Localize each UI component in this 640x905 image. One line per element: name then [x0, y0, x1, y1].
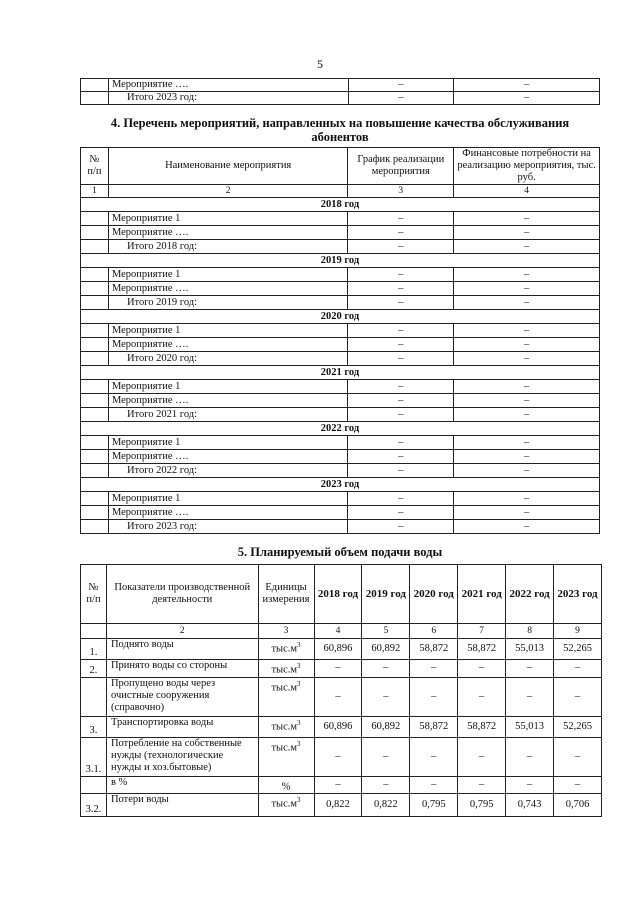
value-cell: 0,743 [506, 794, 554, 817]
indicator-name: Принято воды со стороны [106, 660, 258, 678]
no-cell [81, 226, 109, 240]
table-row [81, 492, 600, 506]
col-number: 4 [454, 185, 600, 198]
table-row [81, 737, 602, 776]
value-cell: – [458, 660, 506, 678]
value-cell: – [362, 677, 410, 716]
event-label: Мероприятие 1 [108, 380, 347, 394]
unit-cell [258, 794, 314, 817]
finance-cell: – [454, 226, 600, 240]
finance-cell: – [454, 79, 600, 92]
col-number: 2 [108, 185, 347, 198]
schedule-cell: – [348, 520, 454, 534]
finance-cell: – [454, 212, 600, 226]
table-row [81, 240, 600, 254]
table-row [81, 282, 600, 296]
header-year: 2019 год [362, 565, 410, 624]
value-cell: 0,706 [554, 794, 602, 817]
schedule-cell: – [348, 79, 454, 92]
unit-superscript: 3 [297, 796, 301, 804]
table-row [81, 212, 600, 226]
row-number: 3.2. [81, 794, 107, 817]
table-row [81, 639, 602, 660]
value-cell: – [554, 776, 602, 794]
no-cell [81, 520, 109, 534]
section4-title: 4. Перечень мероприятий, направленных на повышение качества обслуживания абонентов [110, 116, 570, 144]
table-row [81, 660, 602, 678]
event-label: Мероприятие 1 [108, 436, 347, 450]
total-label: Итого 2019 год: [108, 296, 347, 310]
table-row [81, 338, 600, 352]
continuation-table [80, 78, 600, 105]
schedule-cell: – [348, 450, 454, 464]
section5-title: 5. Планируемый объем подачи воды [237, 545, 443, 559]
section5-table [80, 564, 602, 817]
col-number: 3 [258, 624, 314, 639]
table-row [81, 394, 600, 408]
finance-cell: – [454, 268, 600, 282]
finance-cell: – [454, 408, 600, 422]
value-cell: – [554, 677, 602, 716]
col-number: 2 [106, 624, 258, 639]
total-label: Итого 2022 год: [108, 464, 347, 478]
value-cell: – [410, 776, 458, 794]
indicator-name: в % [106, 776, 258, 794]
no-cell [81, 408, 109, 422]
finance-cell: – [454, 380, 600, 394]
header-year: 2023 год [554, 565, 602, 624]
row-number [81, 776, 107, 794]
no-cell [81, 506, 109, 520]
finance-cell: – [454, 92, 600, 105]
value-cell: – [458, 737, 506, 776]
col-number: 8 [506, 624, 554, 639]
table-row [81, 296, 600, 310]
finance-cell: – [454, 296, 600, 310]
value-cell: 60,896 [314, 639, 362, 660]
col-number: 3 [348, 185, 454, 198]
no-cell [81, 296, 109, 310]
value-cell: – [554, 660, 602, 678]
unit-text: тыс.м [271, 682, 298, 693]
unit-superscript: 3 [297, 641, 301, 649]
schedule-cell: – [348, 226, 454, 240]
value-cell: 0,822 [314, 794, 362, 817]
finance-cell: – [454, 338, 600, 352]
finance-cell: – [454, 506, 600, 520]
event-label: Мероприятие …. [108, 226, 347, 240]
no-cell [81, 268, 109, 282]
unit-cell [258, 677, 314, 716]
event-label: Мероприятие …. [108, 338, 347, 352]
total-label: Итого 2023 год: [108, 520, 347, 534]
year-label: 2020 год [81, 310, 600, 324]
indicator-name: Потребление на собственные нужды (технологические нужды и хоз.бытовые) [106, 737, 258, 776]
value-cell: 60,896 [314, 716, 362, 737]
value-cell: – [458, 776, 506, 794]
unit-superscript: 3 [297, 679, 301, 688]
row-number: 1. [81, 639, 107, 660]
table-row [81, 436, 600, 450]
event-label: Мероприятие …. [108, 79, 348, 92]
schedule-cell: – [348, 408, 454, 422]
table-row [81, 716, 602, 737]
value-cell: 60,892 [362, 716, 410, 737]
col-number: 4 [314, 624, 362, 639]
table-row [81, 520, 600, 534]
row-number: 3.1. [81, 737, 107, 776]
event-label: Мероприятие …. [108, 282, 347, 296]
year-row [81, 310, 600, 324]
table-row [81, 268, 600, 282]
table-row [81, 324, 600, 338]
schedule-cell: – [348, 268, 454, 282]
value-cell: – [506, 737, 554, 776]
unit-text: тыс.м [271, 742, 298, 753]
unit-superscript: 3 [297, 718, 301, 727]
table-row [81, 506, 600, 520]
schedule-cell: – [348, 492, 454, 506]
no-cell [81, 450, 109, 464]
value-cell: – [506, 776, 554, 794]
unit-text: % [281, 781, 291, 792]
event-label: Мероприятие …. [108, 394, 347, 408]
value-cell: – [506, 660, 554, 678]
table-row [81, 408, 600, 422]
event-label: Мероприятие 1 [108, 324, 347, 338]
col-number: 1 [81, 185, 109, 198]
finance-cell: – [454, 436, 600, 450]
year-label: 2021 год [81, 366, 600, 380]
year-label: 2018 год [81, 198, 600, 212]
table-row [81, 677, 602, 716]
col-number: 9 [554, 624, 602, 639]
schedule-cell: – [348, 240, 454, 254]
table-row [81, 226, 600, 240]
row-number [81, 677, 107, 716]
indicator-name: Потери воды [106, 794, 258, 817]
value-cell: 55,013 [506, 716, 554, 737]
table-row [81, 92, 600, 105]
total-label: Итого 2020 год: [108, 352, 347, 366]
value-cell: 58,872 [410, 639, 458, 660]
header-year: 2020 год [410, 565, 458, 624]
event-label: Мероприятие 1 [108, 212, 347, 226]
unit-text: тыс.м [271, 664, 298, 676]
section4-table [80, 147, 600, 534]
value-cell: 58,872 [458, 639, 506, 660]
no-cell [81, 492, 109, 506]
table-row [81, 79, 600, 92]
finance-cell: – [454, 520, 600, 534]
no-cell [81, 352, 109, 366]
header-name: Наименование мероприятия [108, 148, 347, 185]
year-row [81, 254, 600, 268]
unit-text: тыс.м [271, 643, 298, 655]
table-header-row [81, 565, 602, 624]
table-row [81, 776, 602, 794]
header-unit: Единицы измерения [258, 565, 314, 624]
schedule-cell: – [348, 92, 454, 105]
header-year: 2021 год [458, 565, 506, 624]
event-label: Мероприятие 1 [108, 268, 347, 282]
schedule-cell: – [348, 212, 454, 226]
value-cell: – [554, 737, 602, 776]
year-label: 2023 год [81, 478, 600, 492]
finance-cell: – [454, 282, 600, 296]
event-label: Мероприятие …. [108, 506, 347, 520]
schedule-cell: – [348, 338, 454, 352]
unit-cell [258, 639, 314, 660]
finance-cell: – [454, 324, 600, 338]
schedule-cell: – [348, 506, 454, 520]
schedule-cell: – [348, 464, 454, 478]
page-number: 5 [317, 57, 323, 71]
column-number-row [81, 185, 600, 198]
year-row [81, 366, 600, 380]
year-label: 2019 год [81, 254, 600, 268]
value-cell: 58,872 [410, 716, 458, 737]
col-number: 6 [410, 624, 458, 639]
value-cell: 0,822 [362, 794, 410, 817]
year-row [81, 478, 600, 492]
unit-superscript: 3 [297, 739, 301, 748]
table-row [81, 450, 600, 464]
unit-text: тыс.м [271, 798, 298, 810]
year-row [81, 422, 600, 436]
finance-cell: – [454, 394, 600, 408]
no-cell [81, 394, 109, 408]
value-cell: – [362, 660, 410, 678]
value-cell: – [410, 660, 458, 678]
total-label: Итого 2023 год: [108, 92, 348, 105]
unit-cell [258, 737, 314, 776]
header-schedule: График реализации мероприятия [348, 148, 454, 185]
unit-cell [258, 776, 314, 794]
schedule-cell: – [348, 352, 454, 366]
value-cell: – [314, 677, 362, 716]
header-year: 2022 год [506, 565, 554, 624]
value-cell: 58,872 [458, 716, 506, 737]
indicator-name: Пропущено воды через очистные сооружения (справочно) [106, 677, 258, 716]
value-cell: 52,265 [554, 716, 602, 737]
table-row [81, 352, 600, 366]
row-number: 2. [81, 660, 107, 678]
finance-cell: – [454, 240, 600, 254]
header-indicator: Показатели производственной деятельности [106, 565, 258, 624]
header-no: № п/п [81, 565, 107, 624]
value-cell: 60,892 [362, 639, 410, 660]
unit-cell [258, 716, 314, 737]
unit-text: тыс.м [271, 721, 298, 732]
no-cell [81, 380, 109, 394]
unit-superscript: 3 [297, 662, 301, 670]
no-cell [81, 240, 109, 254]
finance-cell: – [454, 464, 600, 478]
table-row [81, 794, 602, 817]
row-number: 3. [81, 716, 107, 737]
schedule-cell: – [348, 324, 454, 338]
indicator-name: Транспортировка воды [106, 716, 258, 737]
header-no: № п/п [81, 148, 109, 185]
header-finance: Финансовые потребности на реализацию мероприятия, тыс. руб. [454, 148, 600, 185]
event-label: Мероприятие …. [108, 450, 347, 464]
schedule-cell: – [348, 436, 454, 450]
no-cell [81, 212, 109, 226]
total-label: Итого 2018 год: [108, 240, 347, 254]
value-cell: 52,265 [554, 639, 602, 660]
indicator-name: Поднято воды [106, 639, 258, 660]
event-label: Мероприятие 1 [108, 492, 347, 506]
value-cell: 0,795 [458, 794, 506, 817]
value-cell: – [314, 660, 362, 678]
header-year: 2018 год [314, 565, 362, 624]
value-cell: – [410, 677, 458, 716]
no-cell [81, 338, 109, 352]
no-cell [81, 464, 109, 478]
value-cell: – [314, 737, 362, 776]
value-cell: 0,795 [410, 794, 458, 817]
schedule-cell: – [348, 282, 454, 296]
no-cell [81, 436, 109, 450]
table-row [81, 464, 600, 478]
value-cell: 55,013 [506, 639, 554, 660]
table-header-row [81, 148, 600, 185]
schedule-cell: – [348, 380, 454, 394]
col-number: 7 [458, 624, 506, 639]
schedule-cell: – [348, 394, 454, 408]
table-row [81, 380, 600, 394]
column-number-row [81, 624, 602, 639]
col-number: 5 [362, 624, 410, 639]
year-label: 2022 год [81, 422, 600, 436]
finance-cell: – [454, 492, 600, 506]
schedule-cell: – [348, 296, 454, 310]
year-row [81, 198, 600, 212]
finance-cell: – [454, 450, 600, 464]
value-cell: – [314, 776, 362, 794]
value-cell: – [458, 677, 506, 716]
finance-cell: – [454, 352, 600, 366]
total-label: Итого 2021 год: [108, 408, 347, 422]
value-cell: – [362, 776, 410, 794]
value-cell: – [362, 737, 410, 776]
value-cell: – [410, 737, 458, 776]
unit-cell [258, 660, 314, 678]
value-cell: – [506, 677, 554, 716]
no-cell [81, 282, 109, 296]
no-cell [81, 324, 109, 338]
